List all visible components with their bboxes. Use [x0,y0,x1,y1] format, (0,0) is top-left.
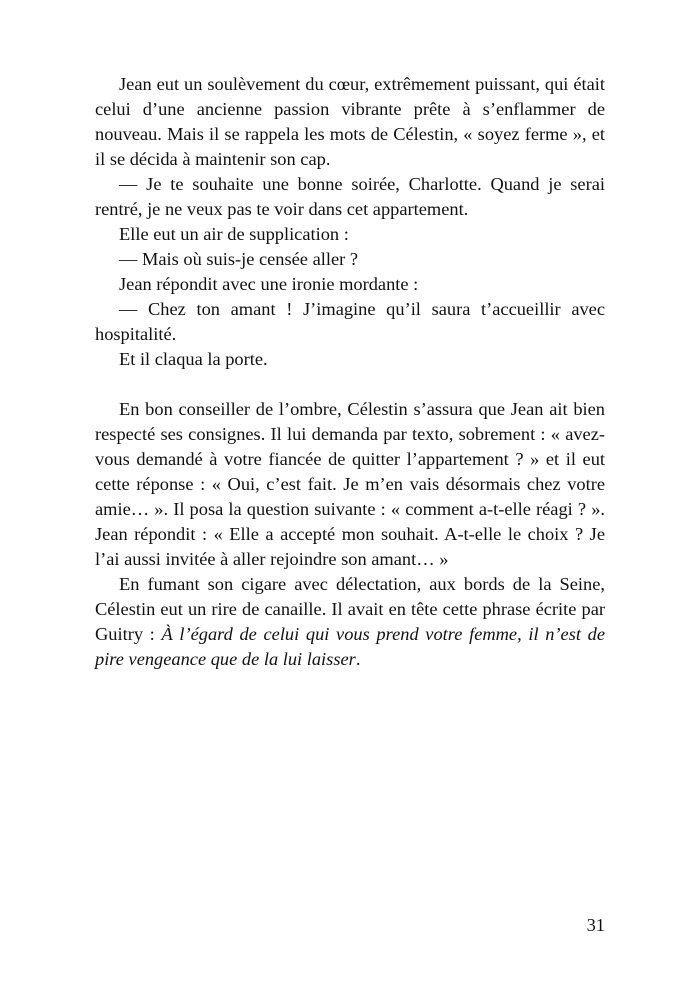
paragraph: Et il claqua la porte. [119,349,268,369]
paragraph: Jean eut un soulèvement du cœur, extrêmement puissant, qui était celui d’une ancienne passion vibrante prête à s’enflammer de nouveau. Mais il se rappela les mots de Célestin, « soyez ferme », et il se décida à maintenir son cap. [95,74,605,169]
dialogue-line: — Je te souhaite une bonne soirée, Charlotte. Quand je serai rentré, je ne veux pas te voir dans cet appartement. [95,174,605,219]
dialogue-line: — Mais où suis-je censée aller ? [119,249,358,269]
guitry-quote: À l’égard de celui qui vous prend votre femme, il n’est de pire vengeance que de la lui laisser [95,624,605,669]
paragraph [95,572,605,672]
paragraph-intro: En fumant son cigare avec délectation, aux bords de la Seine, Célestin eut un rire de canaille. Il avait en tête cette phrase écrite par Guitry : [95,574,605,644]
page-body [95,72,605,672]
paragraph: Elle eut un air de supplication : [119,224,349,244]
paragraph: Jean répondit avec une ironie mordante : [119,274,419,294]
dialogue-line: — Chez ton amant ! J’imagine qu’il saura t’accueillir avec hospitalité. [95,299,605,344]
section-break [95,372,605,397]
page-number: 31 [586,915,605,935]
paragraph: En bon conseiller de l’ombre, Célestin s’assura que Jean ait bien respecté ses consignes. Il lui demanda par texto, sobrement : « avez-vous demandé à votre fiancée de quitter l’appartement ? » et il eut cette réponse : « Oui, c’est fait. Je m’en vais désormais chez votre amie… ». Il posa la question suivante : « comment a-t-elle réagi ? ». Jean répondit : « Elle a accepté mon souhait. A-t-elle le choix ? Je l’ai aussi invitée à aller rejoindre son amant… » [95,399,605,569]
paragraph-end: . [355,649,361,669]
